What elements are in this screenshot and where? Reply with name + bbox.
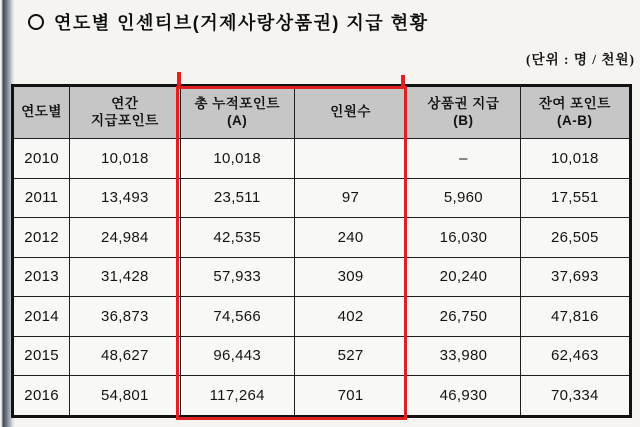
cumulative-points-cell: 42,535	[180, 218, 294, 258]
table-row	[13, 376, 631, 417]
voucher-paid-cell: 46,930	[407, 376, 520, 417]
col-header-voucher-paid: 상품권 지급 (B)	[407, 86, 520, 139]
year-cell: 2011	[13, 178, 70, 218]
voucher-paid-cell: 16,030	[407, 218, 520, 258]
voucher-paid-cell: –	[407, 139, 520, 179]
year-cell: 2012	[13, 218, 70, 258]
people-count-cell	[294, 139, 406, 179]
cumulative-points-cell: 74,566	[180, 297, 294, 337]
annual-points-cell: 54,801	[70, 376, 180, 417]
incentive-table	[11, 84, 632, 418]
annual-points-cell: 36,873	[70, 297, 180, 337]
remaining-points-cell: 10,018	[520, 139, 630, 179]
annual-points-cell: 10,018	[70, 139, 180, 179]
people-count-cell: 402	[294, 297, 406, 337]
people-count-cell: 527	[294, 336, 406, 376]
remaining-points-cell: 37,693	[520, 257, 630, 297]
voucher-paid-cell: 20,240	[407, 257, 520, 297]
unit-note: (단위 : 명 / 천원)	[526, 52, 635, 67]
col-header-people-count: 인원수	[294, 86, 406, 139]
remaining-points-cell: 70,334	[520, 376, 630, 417]
annual-points-cell: 13,493	[70, 178, 180, 218]
circle-bullet-icon	[28, 14, 44, 30]
table-row	[13, 336, 631, 376]
annual-points-cell: 24,984	[70, 218, 180, 258]
voucher-paid-cell: 33,980	[407, 336, 520, 376]
year-cell: 2016	[13, 376, 70, 417]
remaining-points-cell: 47,816	[520, 297, 630, 337]
col-header-remaining-points: 잔여 포인트 (A-B)	[520, 86, 630, 139]
page-title: 연도별 인센티브(거제사랑상품권) 지급 현황	[54, 13, 429, 33]
cumulative-points-cell: 96,443	[180, 336, 294, 376]
table-row	[13, 257, 631, 297]
people-count-cell: 309	[294, 257, 406, 297]
people-count-cell: 701	[294, 376, 406, 417]
col-header-year: 연도별	[13, 86, 70, 139]
table-row	[13, 218, 631, 258]
cumulative-points-cell: 117,264	[180, 376, 294, 417]
table-row	[13, 178, 631, 218]
cumulative-points-cell: 23,511	[180, 178, 294, 218]
voucher-paid-cell: 26,750	[407, 297, 520, 337]
col-header-annual-points: 연간 지급포인트	[70, 86, 180, 139]
annual-points-cell: 48,627	[70, 336, 180, 376]
year-cell: 2010	[13, 139, 70, 179]
remaining-points-cell: 26,505	[520, 218, 630, 258]
table-header-row	[13, 86, 631, 139]
voucher-paid-cell: 5,960	[407, 178, 520, 218]
document-title-row	[28, 9, 428, 35]
remaining-points-cell: 17,551	[520, 178, 630, 218]
people-count-cell: 240	[294, 218, 406, 258]
table-row	[13, 297, 631, 337]
col-header-cumulative-points: 총 누적포인트 (A)	[180, 86, 294, 139]
cumulative-points-cell: 10,018	[180, 139, 294, 179]
remaining-points-cell: 62,463	[520, 336, 630, 376]
cumulative-points-cell: 57,933	[180, 257, 294, 297]
year-cell: 2015	[13, 336, 70, 376]
table-row	[13, 139, 631, 179]
people-count-cell: 97	[294, 178, 406, 218]
year-cell: 2014	[13, 297, 70, 337]
year-cell: 2013	[13, 257, 70, 297]
annual-points-cell: 31,428	[70, 257, 180, 297]
